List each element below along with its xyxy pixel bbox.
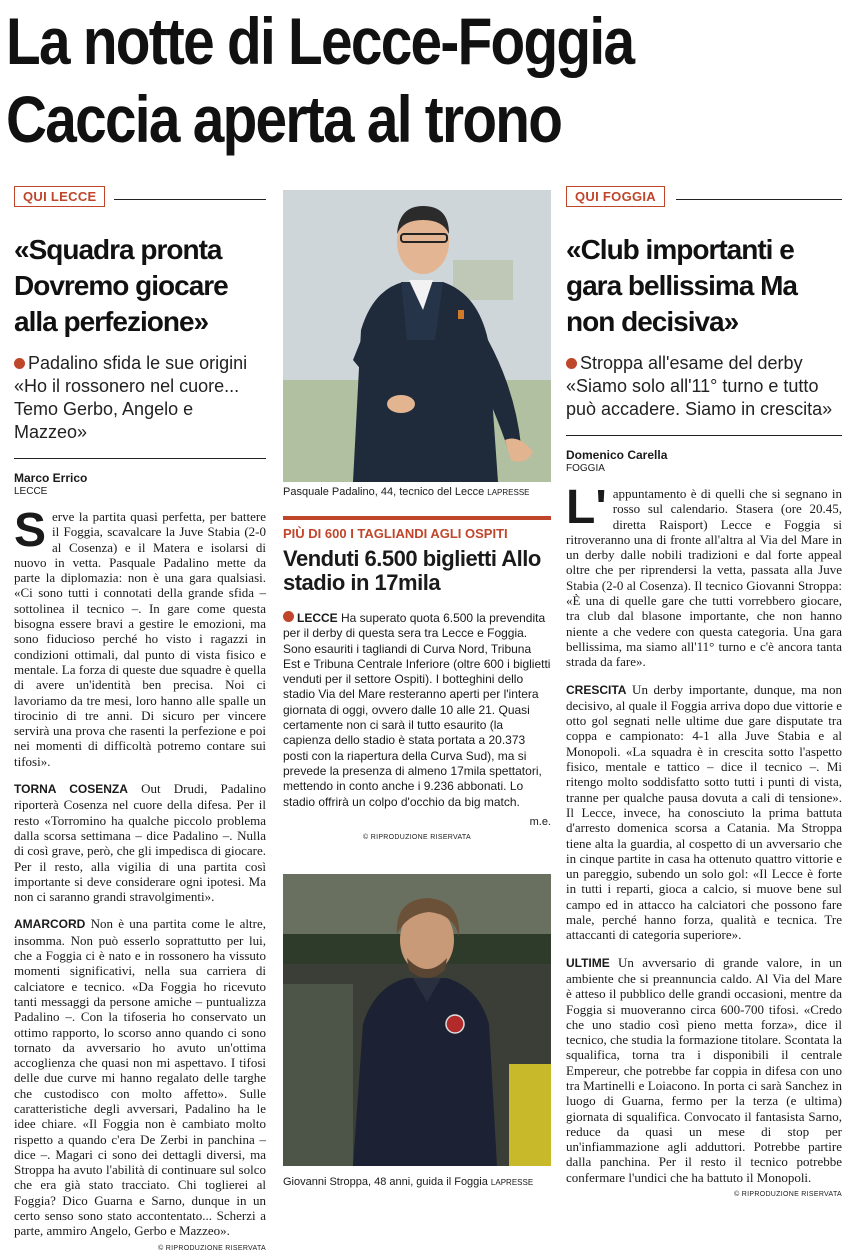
paragraph-lead: TORNA COSENZA (14, 782, 128, 797)
box-text: Ha superato quota 6.500 la prevendita per il derby di questa sera tra Lecce e Foggia. Sono esauriti i tagliandi di Curva Nord, Tribuna Est e Tribuna Centrale Inferiore (oltre 600 i biglietti venduti per il settore Ospiti). I botteghini dello stadio Via del Mare resteranno aperti per l'intera giornata di oggi, ovvero dalle 10 alle 21. Quasi certamente non ci sarà il tutto esaurito (la capienza dello stadio è stata portata a 20.373 posti con la riapertura della Curva Sud), ma si prevede la presenza di almeno 17mila spettatori, mettendo in conto anche i 9.236 abbonati. Lo stadio offrirà un colpo d'occhio da big match. (283, 611, 551, 809)
box-body (283, 611, 551, 810)
headline-line2: Caccia aperta al trono (6, 82, 562, 156)
box-lead: LECCE (297, 611, 338, 625)
author-place: FOGGIA (566, 463, 605, 474)
photo-credit: LAPRESSE (487, 488, 530, 497)
subheadline-lecce (14, 352, 266, 444)
photo-caption-2 (283, 1176, 551, 1188)
box-title: Venduti 6.500 biglietti Allo stadio in 17mila (283, 546, 541, 595)
author-name: Domenico Carella (566, 448, 668, 462)
article-body-lecce (14, 504, 266, 1256)
kicker-rule (676, 199, 842, 200)
photo-caption-1 (283, 486, 551, 498)
paragraph-1: erve la partita quasi perfetta, per battere il Foggia, scavalcare la Juve Stabia (2-0 al Cosenza) e il Matera e isolarsi di nuovo in vetta. Pasquale Padalino mette da parte la diplomazia: non è una gara qualsiasi. «Ci sono tutti i connotati della grande sfida – sottolinea il tecnico –. In gare come questa bisogna essere bravi a gestire le emozioni, ma sono fiducioso perché ho visto i ragazzi in condizioni ottimali, dal punto di vista fisico e mentale. La forza di queste due squadre è quella di avere un'identità ben precisa. Noi ci lavoriamo da tre mesi, loro hanno alle spalle un tirocinio di tre anni. Di sicuro per vincere servirà una prova che rasenti la perfezione e poi nei momenti di difficoltà potremo contare sui tifosi». (14, 509, 266, 769)
middle-column (283, 190, 551, 1188)
section-kicker-lecce: QUI LECCE (14, 186, 105, 207)
box-kicker: PIÙ DI 600 I TAGLIANDI AGLI OSPITI (283, 526, 508, 541)
subheadline-text: Padalino sfida le sue origini «Ho il rossonero nel cuore... Temo Gerbo, Angelo e Mazzeo» (14, 353, 248, 442)
drop-cap: L' (566, 481, 607, 534)
paragraph-lead: CRESCITA (566, 682, 627, 697)
paragraph-2: Un derby importante, dunque, ma non decisivo, al quale il Foggia arriva dopo due vittorie e otto gol segnati nelle ultime due gare disputate tra coppa e campionato: 4-1 alla Juve Stabia e al Monopoli. «La squadra è in crescita sotto l'aspetto fisico, mentale e tattico – dice il tecnico –. Mi ritengo molto soddisfatto sotto tutti i punti di vista, tranne per qualche pausa dovuta a cali di tensione». Il Lecce, invece, ha conosciuto la prima battuta d'arresto domenica scorsa a Catania. Ma Stroppa tiene alta la guardia, al cospetto di un avversario che in cinque partite in casa ha ottenuto quattro vittorie e un pareggio, subendo un solo gol: «Il Lecce è forte in tutti i reparti, gioca a calcio, si muove bene sul campo ed in attacco ha calciatori che possono fare male, perché hanno forza, qualità e tecnica. Tre attaccanti di categoria superiore». (566, 681, 842, 943)
quote-title-foggia: «Club importanti e gara bellissima Ma non decisiva» (566, 234, 798, 337)
article-body-foggia (566, 481, 842, 1202)
paragraph-2: Out Drudi, Padalino riporterà Cosenza nel cuore della difesa. Per il resto «Torromino ha qualche piccolo problema dalla scorsa settimana – dice Padalino –. Nulla di così grave, però, che gli impedisca di giocare. Per il resto, alla vigilia di una partita così importante si deve considerare ogni ipotesi. Ma non ci saranno grandi stravolgimenti». (14, 781, 266, 905)
red-dot-icon (14, 358, 25, 369)
red-dot-icon (566, 358, 577, 369)
kicker-rule (114, 199, 266, 200)
photo-credit: LAPRESSE (490, 1178, 534, 1187)
copyright-note: © RIPRODUZIONE RISERVATA (363, 833, 471, 841)
divider (14, 458, 266, 459)
photo-padalino (283, 190, 551, 482)
author-name: Marco Errico (14, 471, 88, 485)
right-column (566, 186, 842, 1202)
paragraph-lead: AMARCORD (14, 917, 86, 932)
paragraph-3: Non è una partita come le altre, insomma. Non può esserlo soprattutto per lui, che a Foggia ci è nato e in rossonero ha vissuto momenti significativi, nella sua carriera di calciatore e tecnico. «Da Foggia ho ricevuto tanti messaggi da persone amiche – puntualizza Padalino –. Con la tifoseria ho conservato un ottimo rapporto, lo scorso anno quando ci sono tornato da avversario ho avuto un'ottima accoglienza che quasi non mi aspettavo. I tifosi delle due curve mi hanno regalato delle targhe che custodisco con molto affetto». Sulle caratteristiche degli avversari, Padalino ha le idee chiare. «Il Foggia non è cambiato molto rispetto a quando c'era De Zerbi in panchina – dice –. Magari ci sono dei dettagli diversi, ma Stroppa ha avuto l'abilità di continuare sul solco che era già stato tracciato. Chi toglierei al Foggia? Dico Guarna e Sarno, dunque in un certo senso sono stato accontentato... Scherzi a parte, ammiro Angelo, Gerbo e Mazzeo». (14, 916, 266, 1239)
quote-title-lecce: «Squadra pronta Dovremo giocare alla perfezione» (14, 234, 228, 337)
copyright-note: © RIPRODUZIONE RISERVATA (734, 1191, 842, 1199)
photo-stroppa (283, 874, 551, 1166)
drop-cap: S (14, 504, 47, 557)
author-place: LECCE (14, 486, 48, 497)
caption-text: Giovanni Stroppa, 48 anni, guida il Foggia (283, 1176, 488, 1188)
coach-padalino-image (283, 190, 551, 482)
paragraph-3: Un avversario di grande valore, in un ambiente che si preannuncia caldo. Al Via del Mare è atteso il pubblico delle grandi occasioni, mentre da Foggia si muoveranno circa 600-700 tifosi. «Credo che uno stadio così pieno metta forza», dice il tecnico, che studia la formazione titolare. Scontata la squalifica, torna tra i disponibili il centrale Empereur, che potrebbe far coppia in difesa con uno tra Martinelli e Loiacono. In porta ci sarà Sanchez in luogo di Guarna, fermo per la terza (e ultima) giornata di squalifica. Convocato il fantasista Sarno, reduce da quasi un mese di stop per un'infiammazione agli adduttori. Potrebbe partire dalla panchina. Per il resto il tecnico potrebbe confermare l'undici che ha battuto il Monopoli. (566, 954, 842, 1185)
section-kicker-foggia: QUI FOGGIA (566, 186, 665, 207)
headline-line1: La notte di Lecce-Foggia (6, 4, 634, 78)
divider (566, 435, 842, 436)
coach-stroppa-image (283, 874, 551, 1166)
caption-text: Pasquale Padalino, 44, tecnico del Lecce (283, 486, 485, 498)
left-column (14, 186, 266, 1256)
copyright-note: © RIPRODUZIONE RISERVATA (158, 1244, 266, 1252)
box-signature: m.e. (529, 815, 551, 828)
subheadline-text: Stroppa all'esame del derby «Siamo solo all'11° turno e tutto può accadere. Siamo in crescita» (566, 353, 833, 419)
red-dot-icon (283, 611, 294, 622)
tickets-box (283, 516, 551, 841)
paragraph-lead: ULTIME (566, 955, 610, 970)
paragraph-1: appuntamento è di quelli che si segnano in rosso sul calendario. Stasera (ore 20.45, diretta Raisport) Lecce e Foggia si ritroveranno una di fronte all'altra al Via del Mare in un derby dalle nobili tradizioni e dal forte appeal oltre che per riprendersi la vetta, passata alla Juve Stabia (2-0 al Cosenza). Il tecnico Giovanni Stroppa: «È una di quelle gare che tutti vorrebbero giocare, tra club dal blasone importante, che non hanno niente a che vedere con questa categoria. Una gara bellissima, ma siamo all'11° turno e c'è ancora tanta strada da fare». (566, 486, 842, 670)
subheadline-foggia (566, 352, 842, 421)
